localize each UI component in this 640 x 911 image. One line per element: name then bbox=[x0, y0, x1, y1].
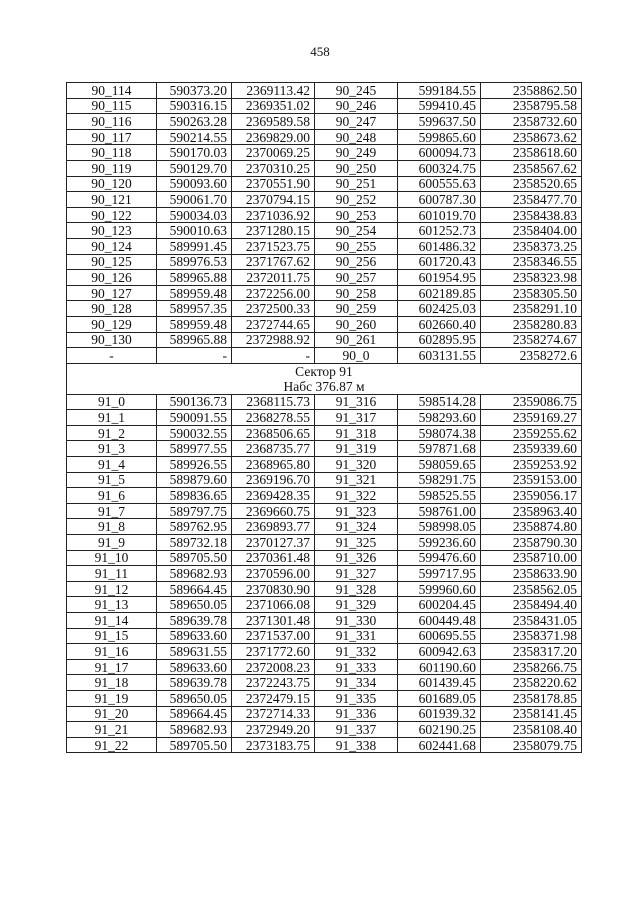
coordinate-cell: 589959.48 bbox=[157, 285, 232, 301]
coordinate-cell: 2371523.75 bbox=[232, 238, 315, 254]
coordinate-cell: 2359056.17 bbox=[481, 488, 582, 504]
point-id-cell: 91_11 bbox=[67, 566, 157, 582]
table-row bbox=[67, 472, 582, 488]
coordinate-cell: 2358438.83 bbox=[481, 207, 582, 223]
coordinate-cell: 2358266.75 bbox=[481, 659, 582, 675]
coordinate-cell: 589762.95 bbox=[157, 519, 232, 535]
table-row bbox=[67, 160, 582, 176]
point-id-cell: 90_251 bbox=[315, 176, 398, 192]
coordinate-cell: 599865.60 bbox=[398, 129, 481, 145]
table-body-sector-90 bbox=[67, 83, 582, 364]
coordinate-cell: 2369829.00 bbox=[232, 129, 315, 145]
coordinate-cell: 602425.03 bbox=[398, 301, 481, 317]
coordinate-cell: 2369660.75 bbox=[232, 503, 315, 519]
table-row bbox=[67, 114, 582, 130]
coordinate-cell: 2369589.58 bbox=[232, 114, 315, 130]
point-id-cell: 91_326 bbox=[315, 550, 398, 566]
sector-height: Набс 376.87 м bbox=[283, 378, 365, 394]
coordinate-cell: 2358732.60 bbox=[481, 114, 582, 130]
table-body-sector-91 bbox=[67, 394, 582, 753]
coordinate-cell: 590316.15 bbox=[157, 98, 232, 114]
coordinate-cell: 2370830.90 bbox=[232, 581, 315, 597]
sector-header-row bbox=[67, 363, 582, 394]
point-id-cell: 91_14 bbox=[67, 613, 157, 629]
coordinate-cell: 2358874.80 bbox=[481, 519, 582, 535]
table-row bbox=[67, 722, 582, 738]
coordinate-cell: 599410.45 bbox=[398, 98, 481, 114]
coordinate-cell: 589836.65 bbox=[157, 488, 232, 504]
coordinate-cell: 602441.68 bbox=[398, 737, 481, 753]
coordinate-cell: 2359339.60 bbox=[481, 441, 582, 457]
point-id-cell: 90_115 bbox=[67, 98, 157, 114]
point-id-cell: 90_248 bbox=[315, 129, 398, 145]
coordinate-cell: 2358371.98 bbox=[481, 628, 582, 644]
table-row bbox=[67, 597, 582, 613]
coordinate-cell: 2368506.65 bbox=[232, 425, 315, 441]
coordinate-cell: 601019.70 bbox=[398, 207, 481, 223]
coordinate-cell: 589991.45 bbox=[157, 238, 232, 254]
coordinate-cell: 589965.88 bbox=[157, 270, 232, 286]
coordinate-cell: 2358373.25 bbox=[481, 238, 582, 254]
point-id-cell: 91_20 bbox=[67, 706, 157, 722]
point-id-cell: 91_318 bbox=[315, 425, 398, 441]
coordinate-cell: 590214.55 bbox=[157, 129, 232, 145]
point-id-cell: 90_255 bbox=[315, 238, 398, 254]
table-row bbox=[67, 83, 582, 99]
point-id-cell: 91_328 bbox=[315, 581, 398, 597]
table-row bbox=[67, 690, 582, 706]
point-id-cell: 90_249 bbox=[315, 145, 398, 161]
coordinate-cell: 2372744.65 bbox=[232, 316, 315, 332]
coordinate-cell: 602190.25 bbox=[398, 722, 481, 738]
coordinate-cell: - bbox=[232, 348, 315, 364]
coordinate-cell: - bbox=[157, 348, 232, 364]
coordinate-cell: 600942.63 bbox=[398, 644, 481, 660]
sector-title: Сектор 91 bbox=[295, 363, 353, 379]
coordinate-cell: 2370127.37 bbox=[232, 535, 315, 551]
point-id-cell: 90_261 bbox=[315, 332, 398, 348]
coordinate-cell: 600204.45 bbox=[398, 597, 481, 613]
point-id-cell: 91_15 bbox=[67, 628, 157, 644]
coordinate-cell: 2372714.33 bbox=[232, 706, 315, 722]
table-row bbox=[67, 706, 582, 722]
coordinate-cell: 601190.60 bbox=[398, 659, 481, 675]
coordinate-cell: 590136.73 bbox=[157, 394, 232, 410]
coordinate-cell: 2369113.42 bbox=[232, 83, 315, 99]
sector-header-cell bbox=[67, 363, 582, 394]
point-id-cell: 91_321 bbox=[315, 472, 398, 488]
coordinate-cell: 2368278.55 bbox=[232, 410, 315, 426]
coordinate-cell: 589664.45 bbox=[157, 706, 232, 722]
coordinate-cell: 589705.50 bbox=[157, 550, 232, 566]
coordinate-cell: 589682.93 bbox=[157, 722, 232, 738]
table-row bbox=[67, 519, 582, 535]
point-id-cell: 90_254 bbox=[315, 223, 398, 239]
coordinate-cell: 2358562.05 bbox=[481, 581, 582, 597]
coordinate-cell: 603131.55 bbox=[398, 348, 481, 364]
point-id-cell: 90_121 bbox=[67, 192, 157, 208]
sector-header bbox=[67, 363, 582, 394]
coordinate-cell: 599236.60 bbox=[398, 535, 481, 551]
coordinate-cell: 2369428.35 bbox=[232, 488, 315, 504]
table-row bbox=[67, 254, 582, 270]
coordinate-cell: 2371767.62 bbox=[232, 254, 315, 270]
point-id-cell: 91_21 bbox=[67, 722, 157, 738]
point-id-cell: 91_2 bbox=[67, 425, 157, 441]
coordinate-cell: 599960.60 bbox=[398, 581, 481, 597]
point-id-cell: 90_120 bbox=[67, 176, 157, 192]
coordinate-cell: 2371301.48 bbox=[232, 613, 315, 629]
point-id-cell: 91_0 bbox=[67, 394, 157, 410]
coordinate-cell: 2369893.77 bbox=[232, 519, 315, 535]
page-number: 458 bbox=[310, 44, 330, 59]
table-row bbox=[67, 613, 582, 629]
coordinate-cell: 2359086.75 bbox=[481, 394, 582, 410]
table-row bbox=[67, 457, 582, 473]
point-id-cell: 90_128 bbox=[67, 301, 157, 317]
coordinate-cell: 2358346.55 bbox=[481, 254, 582, 270]
coordinate-cell: 601689.05 bbox=[398, 690, 481, 706]
table-row bbox=[67, 659, 582, 675]
point-id-cell: 91_322 bbox=[315, 488, 398, 504]
point-id-cell: 91_18 bbox=[67, 675, 157, 691]
coordinate-cell: 589797.75 bbox=[157, 503, 232, 519]
coordinate-cell: 2371537.00 bbox=[232, 628, 315, 644]
table-row bbox=[67, 675, 582, 691]
table-row bbox=[67, 581, 582, 597]
coordinate-cell: 590032.55 bbox=[157, 425, 232, 441]
coordinate-cell: 2372008.23 bbox=[232, 659, 315, 675]
table-row bbox=[67, 503, 582, 519]
coordinate-cell: 2358618.60 bbox=[481, 145, 582, 161]
coordinate-cell: 589633.60 bbox=[157, 659, 232, 675]
point-id-cell: 90_260 bbox=[315, 316, 398, 332]
coordinate-cell: 2370596.00 bbox=[232, 566, 315, 582]
coordinate-cell: 589639.78 bbox=[157, 675, 232, 691]
coordinate-cell: 598761.00 bbox=[398, 503, 481, 519]
point-id-cell: 91_316 bbox=[315, 394, 398, 410]
coordinate-cell: 2358280.83 bbox=[481, 316, 582, 332]
coordinate-cell: 2358317.20 bbox=[481, 644, 582, 660]
coordinate-cell: 599184.55 bbox=[398, 83, 481, 99]
coordinate-cell: 2359255.62 bbox=[481, 425, 582, 441]
coordinate-cell: 601486.32 bbox=[398, 238, 481, 254]
coordinate-cell: 590091.55 bbox=[157, 410, 232, 426]
point-id-cell: 90_125 bbox=[67, 254, 157, 270]
coordinate-cell: 2358141.45 bbox=[481, 706, 582, 722]
coordinate-cell: 2371036.92 bbox=[232, 207, 315, 223]
point-id-cell: 91_324 bbox=[315, 519, 398, 535]
coordinate-cell: 598998.05 bbox=[398, 519, 481, 535]
coordinate-cell: 590061.70 bbox=[157, 192, 232, 208]
coordinate-cell: 2372479.15 bbox=[232, 690, 315, 706]
point-id-cell: 90_116 bbox=[67, 114, 157, 130]
coordinate-cell: 2358431.05 bbox=[481, 613, 582, 629]
point-id-cell: 90_118 bbox=[67, 145, 157, 161]
point-id-cell: - bbox=[67, 348, 157, 364]
point-id-cell: 90_247 bbox=[315, 114, 398, 130]
coordinate-cell: 2369196.70 bbox=[232, 472, 315, 488]
table-row bbox=[67, 207, 582, 223]
table-row bbox=[67, 285, 582, 301]
coordinate-cell: 599717.95 bbox=[398, 566, 481, 582]
coordinate-cell: 2358795.58 bbox=[481, 98, 582, 114]
point-id-cell: 91_337 bbox=[315, 722, 398, 738]
table-row bbox=[67, 737, 582, 753]
coordinate-cell: 2358079.75 bbox=[481, 737, 582, 753]
point-id-cell: 91_5 bbox=[67, 472, 157, 488]
table-row bbox=[67, 98, 582, 114]
coordinate-cell: 589879.60 bbox=[157, 472, 232, 488]
coordinate-cell: 589965.88 bbox=[157, 332, 232, 348]
coordinate-cell: 2372988.92 bbox=[232, 332, 315, 348]
table-row bbox=[67, 394, 582, 410]
coordinate-cell: 2372949.20 bbox=[232, 722, 315, 738]
coordinate-cell: 590034.03 bbox=[157, 207, 232, 223]
point-id-cell: 91_1 bbox=[67, 410, 157, 426]
coordinate-cell: 2358710.00 bbox=[481, 550, 582, 566]
coordinate-cell: 2358673.62 bbox=[481, 129, 582, 145]
coordinate-cell: 589705.50 bbox=[157, 737, 232, 753]
point-id-cell: 90_259 bbox=[315, 301, 398, 317]
table-row bbox=[67, 628, 582, 644]
table-row bbox=[67, 270, 582, 286]
coordinate-cell: 2358272.6 bbox=[481, 348, 582, 364]
coordinate-cell: 589650.05 bbox=[157, 690, 232, 706]
point-id-cell: 90_250 bbox=[315, 160, 398, 176]
point-id-cell: 91_331 bbox=[315, 628, 398, 644]
coordinate-cell: 598293.60 bbox=[398, 410, 481, 426]
coordinate-cell: 2369351.02 bbox=[232, 98, 315, 114]
coordinate-cell: 602189.85 bbox=[398, 285, 481, 301]
table-row bbox=[67, 644, 582, 660]
point-id-cell: 90_130 bbox=[67, 332, 157, 348]
point-id-cell: 91_335 bbox=[315, 690, 398, 706]
coordinate-cell: 589682.93 bbox=[157, 566, 232, 582]
point-id-cell: 90_257 bbox=[315, 270, 398, 286]
coordinate-cell: 2358520.65 bbox=[481, 176, 582, 192]
point-id-cell: 90_256 bbox=[315, 254, 398, 270]
coordinate-cell: 2358790.30 bbox=[481, 535, 582, 551]
coordinate-cell: 598074.38 bbox=[398, 425, 481, 441]
point-id-cell: 91_12 bbox=[67, 581, 157, 597]
point-id-cell: 91_332 bbox=[315, 644, 398, 660]
coordinate-cell: 2370551.90 bbox=[232, 176, 315, 192]
coordinate-cell: 2371066.08 bbox=[232, 597, 315, 613]
coordinate-cell: 2368965.80 bbox=[232, 457, 315, 473]
point-id-cell: 91_13 bbox=[67, 597, 157, 613]
point-id-cell: 90_252 bbox=[315, 192, 398, 208]
coordinate-cell: 590093.60 bbox=[157, 176, 232, 192]
coordinate-cell: 600695.55 bbox=[398, 628, 481, 644]
point-id-cell: 90_245 bbox=[315, 83, 398, 99]
coordinate-cell: 589976.53 bbox=[157, 254, 232, 270]
point-id-cell: 91_327 bbox=[315, 566, 398, 582]
point-id-cell: 90_119 bbox=[67, 160, 157, 176]
point-id-cell: 90_117 bbox=[67, 129, 157, 145]
table-row bbox=[67, 301, 582, 317]
coordinate-cell: 2358567.62 bbox=[481, 160, 582, 176]
point-id-cell: 90_129 bbox=[67, 316, 157, 332]
coordinate-cell: 598525.55 bbox=[398, 488, 481, 504]
point-id-cell: 90_253 bbox=[315, 207, 398, 223]
table-row bbox=[67, 192, 582, 208]
table-row bbox=[67, 410, 582, 426]
coordinate-cell: 2358108.40 bbox=[481, 722, 582, 738]
point-id-cell: 91_3 bbox=[67, 441, 157, 457]
point-id-cell: 91_8 bbox=[67, 519, 157, 535]
point-id-cell: 91_330 bbox=[315, 613, 398, 629]
table-row bbox=[67, 550, 582, 566]
coordinate-cell: 600094.73 bbox=[398, 145, 481, 161]
table-row bbox=[67, 535, 582, 551]
table-row bbox=[67, 488, 582, 504]
coordinate-cell: 2358323.98 bbox=[481, 270, 582, 286]
coordinate-cell: 2358633.90 bbox=[481, 566, 582, 582]
coordinate-cell: 2368735.77 bbox=[232, 441, 315, 457]
coordinate-cell: 590373.20 bbox=[157, 83, 232, 99]
coordinate-cell: 2370794.15 bbox=[232, 192, 315, 208]
coordinate-cell: 589732.18 bbox=[157, 535, 232, 551]
coordinate-cell: 598514.28 bbox=[398, 394, 481, 410]
table-row bbox=[67, 348, 582, 364]
coordinate-cell: 2358477.70 bbox=[481, 192, 582, 208]
coordinate-cell: 601252.73 bbox=[398, 223, 481, 239]
coordinate-cell: 2358305.50 bbox=[481, 285, 582, 301]
point-id-cell: 91_323 bbox=[315, 503, 398, 519]
coordinate-cell: 2372500.33 bbox=[232, 301, 315, 317]
point-id-cell: 91_333 bbox=[315, 659, 398, 675]
coordinate-cell: 2358963.40 bbox=[481, 503, 582, 519]
coordinate-cell: 600324.75 bbox=[398, 160, 481, 176]
point-id-cell: 91_319 bbox=[315, 441, 398, 457]
coordinate-cell: 598291.75 bbox=[398, 472, 481, 488]
coordinate-cell: 2368115.73 bbox=[232, 394, 315, 410]
coordinate-cell: 589959.48 bbox=[157, 316, 232, 332]
coordinates-table bbox=[66, 82, 582, 753]
coordinate-cell: 589957.35 bbox=[157, 301, 232, 317]
point-id-cell: 90_114 bbox=[67, 83, 157, 99]
point-id-cell: 91_338 bbox=[315, 737, 398, 753]
coordinate-cell: 2359253.92 bbox=[481, 457, 582, 473]
coordinate-cell: 600555.63 bbox=[398, 176, 481, 192]
coordinate-cell: 600449.48 bbox=[398, 613, 481, 629]
table-row bbox=[67, 129, 582, 145]
coordinate-cell: 589926.55 bbox=[157, 457, 232, 473]
coordinate-cell: 601720.43 bbox=[398, 254, 481, 270]
coordinate-cell: 2372243.75 bbox=[232, 675, 315, 691]
coordinate-cell: 2359169.27 bbox=[481, 410, 582, 426]
point-id-cell: 90_127 bbox=[67, 285, 157, 301]
point-id-cell: 90_123 bbox=[67, 223, 157, 239]
table-row bbox=[67, 316, 582, 332]
coordinate-cell: 2358220.62 bbox=[481, 675, 582, 691]
coordinate-cell: 2370069.25 bbox=[232, 145, 315, 161]
coordinate-cell: 2373183.75 bbox=[232, 737, 315, 753]
point-id-cell: 91_9 bbox=[67, 535, 157, 551]
coordinate-cell: 2370310.25 bbox=[232, 160, 315, 176]
coordinate-cell: 589631.55 bbox=[157, 644, 232, 660]
point-id-cell: 91_320 bbox=[315, 457, 398, 473]
coordinate-cell: 590170.03 bbox=[157, 145, 232, 161]
coordinate-cell: 2371772.60 bbox=[232, 644, 315, 660]
table-row bbox=[67, 441, 582, 457]
coordinate-cell: 602660.40 bbox=[398, 316, 481, 332]
coordinate-cell: 2370361.48 bbox=[232, 550, 315, 566]
point-id-cell: 91_329 bbox=[315, 597, 398, 613]
coordinate-cell: 590263.28 bbox=[157, 114, 232, 130]
point-id-cell: 91_7 bbox=[67, 503, 157, 519]
point-id-cell: 91_336 bbox=[315, 706, 398, 722]
coordinate-cell: 589977.55 bbox=[157, 441, 232, 457]
point-id-cell: 91_325 bbox=[315, 535, 398, 551]
table-row bbox=[67, 176, 582, 192]
point-id-cell: 90_126 bbox=[67, 270, 157, 286]
table-row bbox=[67, 238, 582, 254]
point-id-cell: 91_334 bbox=[315, 675, 398, 691]
coordinate-cell: 599476.60 bbox=[398, 550, 481, 566]
table-row bbox=[67, 566, 582, 582]
point-id-cell: 90_246 bbox=[315, 98, 398, 114]
coordinate-cell: 597871.68 bbox=[398, 441, 481, 457]
coordinate-cell: 590010.63 bbox=[157, 223, 232, 239]
coordinate-cell: 2358274.67 bbox=[481, 332, 582, 348]
table-row bbox=[67, 145, 582, 161]
point-id-cell: 91_16 bbox=[67, 644, 157, 660]
coordinate-cell: 589650.05 bbox=[157, 597, 232, 613]
coordinate-cell: 589664.45 bbox=[157, 581, 232, 597]
coordinate-cell: 600787.30 bbox=[398, 192, 481, 208]
coordinate-cell: 2371280.15 bbox=[232, 223, 315, 239]
point-id-cell: 91_22 bbox=[67, 737, 157, 753]
point-id-cell: 91_10 bbox=[67, 550, 157, 566]
coordinate-cell: 2358404.00 bbox=[481, 223, 582, 239]
table-row bbox=[67, 425, 582, 441]
coordinate-cell: 589633.60 bbox=[157, 628, 232, 644]
point-id-cell: 90_122 bbox=[67, 207, 157, 223]
coordinate-cell: 601954.95 bbox=[398, 270, 481, 286]
coordinate-cell: 2372011.75 bbox=[232, 270, 315, 286]
coordinate-cell: 589639.78 bbox=[157, 613, 232, 629]
coordinate-cell: 2358178.85 bbox=[481, 690, 582, 706]
point-id-cell: 91_19 bbox=[67, 690, 157, 706]
point-id-cell: 90_0 bbox=[315, 348, 398, 364]
coordinate-cell: 2358494.40 bbox=[481, 597, 582, 613]
coordinate-cell: 2359153.00 bbox=[481, 472, 582, 488]
table-row bbox=[67, 332, 582, 348]
coordinate-cell: 598059.65 bbox=[398, 457, 481, 473]
coordinate-cell: 2358862.50 bbox=[481, 83, 582, 99]
table-row bbox=[67, 223, 582, 239]
coordinate-cell: 2358291.10 bbox=[481, 301, 582, 317]
point-id-cell: 91_317 bbox=[315, 410, 398, 426]
coordinate-cell: 601439.45 bbox=[398, 675, 481, 691]
point-id-cell: 90_124 bbox=[67, 238, 157, 254]
coordinate-cell: 601939.32 bbox=[398, 706, 481, 722]
coordinate-cell: 590129.70 bbox=[157, 160, 232, 176]
coordinate-cell: 602895.95 bbox=[398, 332, 481, 348]
point-id-cell: 91_17 bbox=[67, 659, 157, 675]
point-id-cell: 90_258 bbox=[315, 285, 398, 301]
point-id-cell: 91_6 bbox=[67, 488, 157, 504]
coordinate-cell: 2372256.00 bbox=[232, 285, 315, 301]
coordinate-cell: 599637.50 bbox=[398, 114, 481, 130]
point-id-cell: 91_4 bbox=[67, 457, 157, 473]
